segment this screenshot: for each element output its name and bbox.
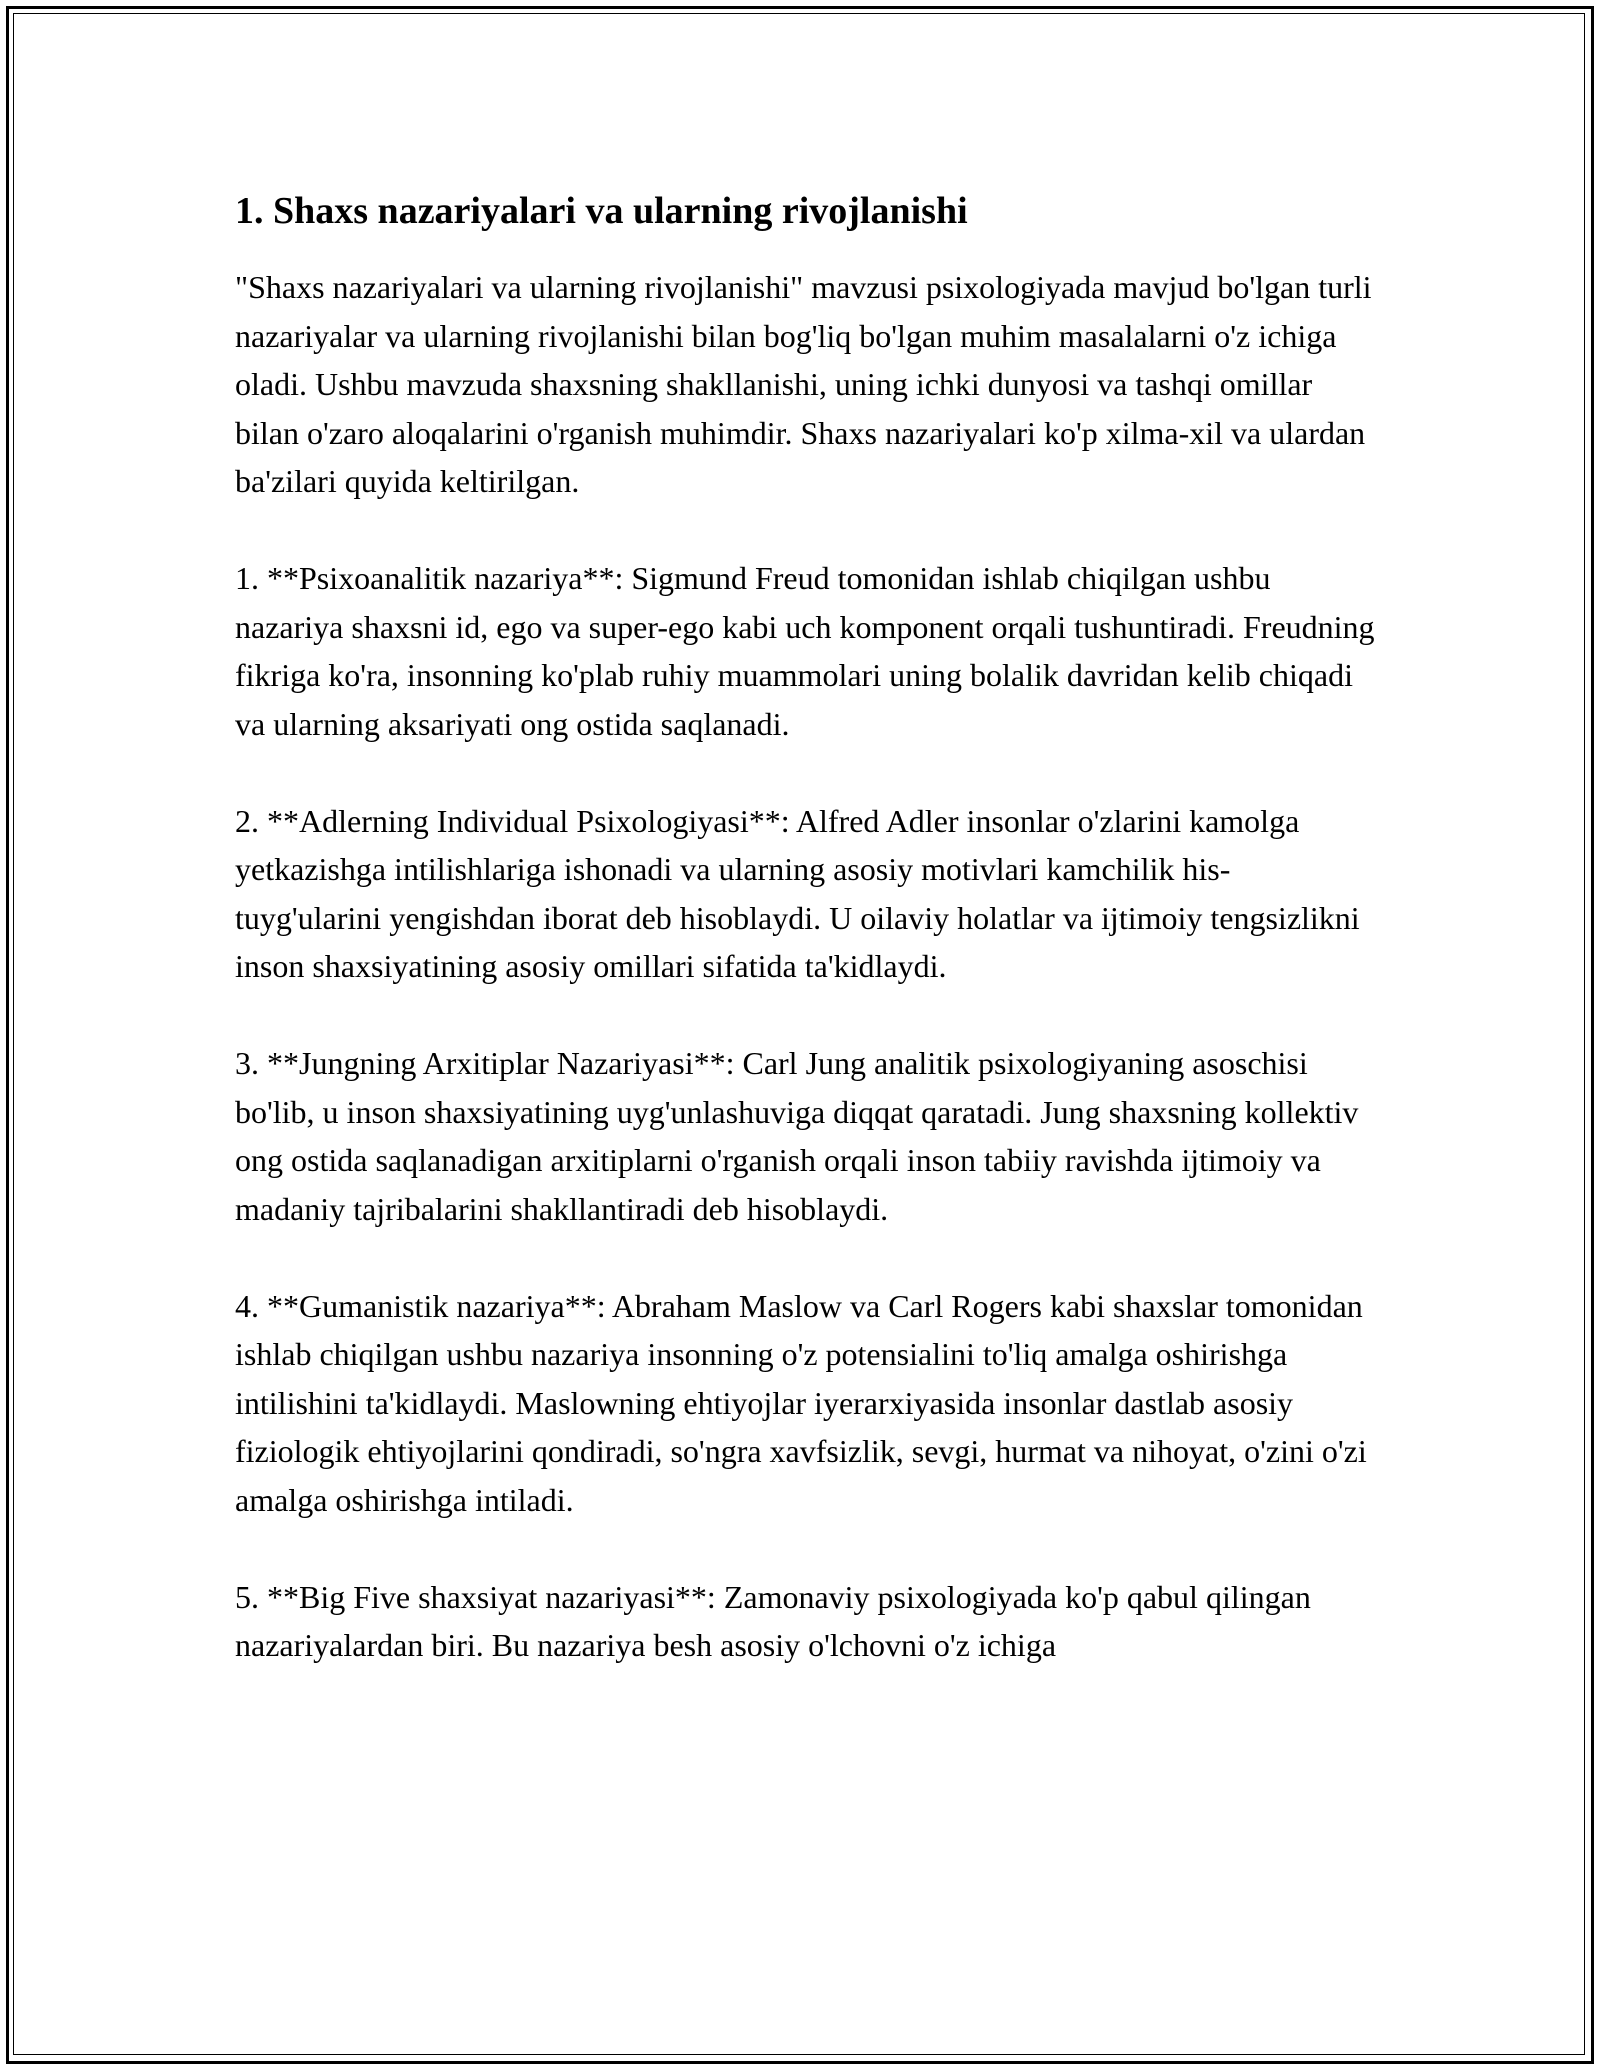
document-body [235, 185, 1375, 1718]
paragraph-adler: 2. **Adlerning Individual Psixologiyasi**: Alfred Adler insonlar o'zlarini kamolga yetkazishga intilishlariga ishonadi va ularning asosiy motivlari kamchilik his-tuyg'ularini yengishdan iborat deb hisoblaydi. U oilaviy holatlar va ijtimoiy tengsizlikni inson shaxsiyatining asosiy omillari sifatida ta'kidlaydi. [235, 802, 1360, 984]
paragraph-jung: 3. **Jungning Arxitiplar Nazariyasi**: Carl Jung analitik psixologiyaning asoschisi bo'lib, u inson shaxsiyatining uyg'unlashuviga diqqat qaratadi. Jung shaxsning kollektiv ong ostida saqlanadigan arxitiplarni o'rganish orqali inson tabiiy ravishda ijtimoiy va madaniy tajribalarini shakllantiradi deb hisoblaydi. [235, 1045, 1359, 1227]
paragraph-big-five: 5. **Big Five shaxsiyat nazariyasi**: Zamonaviy psixologiyada ko'p qabul qilingan nazariyalardan biri. Bu nazariya besh asosiy o'lchovni o'z ichiga [235, 1578, 1311, 1663]
paragraph-intro: "Shaxs nazariyalari va ularning rivojlanishi" mavzusi psixologiyada mavjud bo'lgan turli nazariyalar va ularning rivojlanishi bilan bog'liq bo'lgan muhim masalalarni o'z ichiga oladi. Ushbu mavzuda shaxsning shakllanishi, uning ichki dunyosi va tashqi omillar bilan o'zaro aloqalarini o'rganish muhimdir. Shaxs nazariyalari ko'p xilma-xil va ulardan ba'zilari quyida keltirilgan. [235, 269, 1372, 499]
paragraph-psychoanalytic: 1. **Psixoanalitik nazariya**: Sigmund Freud tomonidan ishlab chiqilgan ushbu nazariya shaxsni id, ego va super-ego kabi uch komponent orqali tushuntiradi. Freudning fikriga ko'ra, insonning ko'plab ruhiy muammolari uning bolalik davridan kelib chiqadi va ularning aksariyati ong ostida saqlanadi. [235, 560, 1375, 742]
document-title: 1. Shaxs nazariyalari va ularning rivojlanishi [235, 190, 968, 232]
paragraph-humanistic: 4. **Gumanistik nazariya**: Abraham Maslow va Carl Rogers kabi shaxslar tomonidan ishlab chiqilgan ushbu nazariya insonning o'z potensialini to'liq amalga oshirishga intilishini ta'kidlaydi. Maslowning ehtiyojlar iyerarxiyasida insonlar dastlab asosiy fiziologik ehtiyojlarini qondiradi, so'ngra xavfsizlik, sevgi, hurmat va nihoyat, o'zini o'zi amalga oshirishga intiladi. [235, 1287, 1367, 1518]
